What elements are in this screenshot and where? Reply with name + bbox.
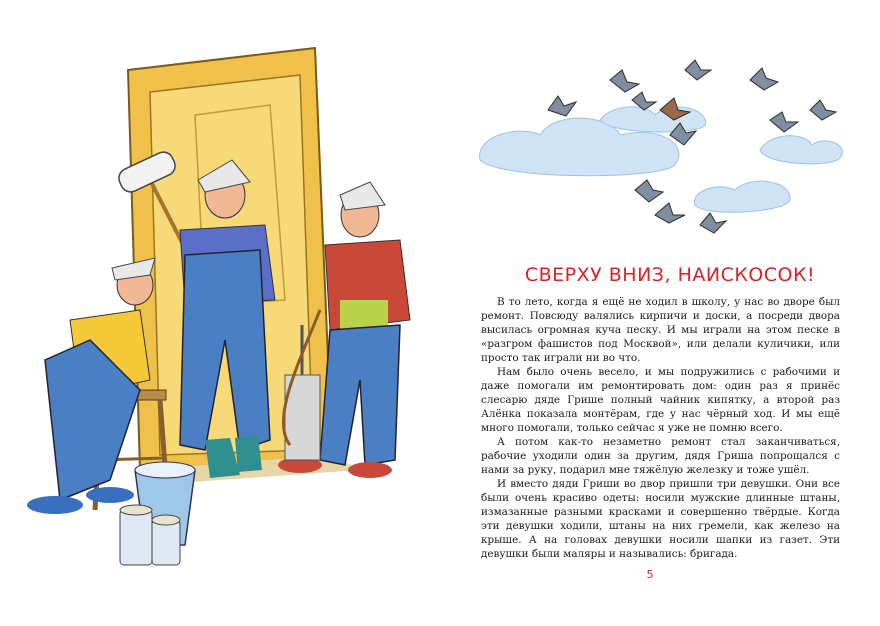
paragraph: Нам было очень весело, и мы подружились с рабочими и даже помогали им ремонтировать дом: один раз я принёс слесарю дяде Грише полный чайник кипятку, а второй раз Алёнка показала монтёрам, где у нас чёрный ход. И мы ещё много помогали, только сейчас я уже не помню всего. [481, 366, 840, 434]
paragraph: В то лето, когда я ещё не ходил в школу, у нас во дворе был ремонт. Повсюду валялись кирпичи и доски, а посреди двора высилась огромная куча песку. И мы играли на этом песке в «разгром фашистов под Москвой», или делали куличики, или просто так играли ни во что. [481, 296, 840, 364]
clouds-and-pigeons-illustration [460, 40, 880, 250]
paragraph: А потом как-то незаметно ремонт стал заканчиваться, рабочие уходили один за другим, дядя Гриша попрощался с нами за руку, подарил мне тяжёлую железку и тоже ушёл. [481, 436, 840, 476]
page-number: 5 [646, 568, 654, 581]
chapter-body [481, 295, 840, 561]
paint-buckets [120, 462, 195, 565]
chapter-title: СВЕРХУ ВНИЗ, НАИСКОСОК! [524, 264, 816, 286]
paragraph: И вместо дяди Гриши во двор пришли три девушки. Они все были очень красиво одеты: носили мужские длинные штаны, измазанные разными красками и совершенно твёрдые. Когда эти девушки ходили, штаны на них гремели, как железо на крыше. А на головах девушки носили шапки из газет. Эти девушки были маляры и назывались: бригада. [481, 478, 840, 560]
